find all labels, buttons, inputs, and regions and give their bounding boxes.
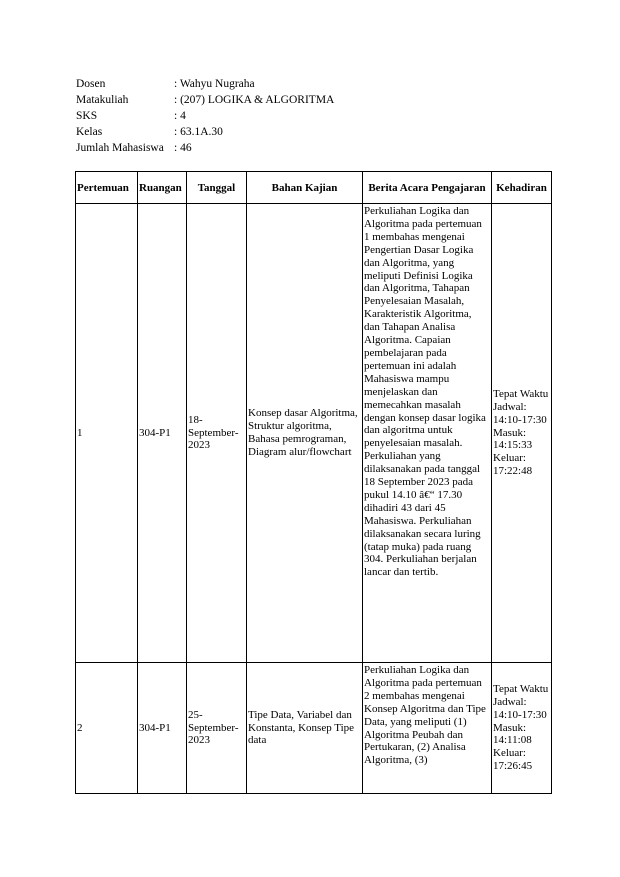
kelas-label: Kelas [76, 126, 103, 138]
col-header-kehadiran: Kehadiran [492, 172, 552, 204]
course-info [76, 76, 334, 156]
cell-pertemuan: 1 [76, 204, 138, 663]
sks-label: SKS [76, 110, 98, 122]
info-row-jumlah [76, 140, 334, 156]
sks-value: : 4 [174, 110, 186, 122]
info-row-kelas [76, 124, 334, 140]
table-header-row [76, 172, 552, 204]
info-row-dosen [76, 76, 334, 92]
cell-pertemuan: 2 [76, 663, 138, 794]
matakuliah-label: Matakuliah [76, 94, 129, 106]
jumlah-value: : 46 [174, 142, 192, 154]
col-header-pertemuan: Pertemuan [76, 172, 138, 204]
info-row-matakuliah [76, 92, 334, 108]
col-header-berita-acara: Berita Acara Pengajaran [363, 172, 492, 204]
cell-ruangan: 304-P1 [138, 204, 187, 663]
table-row [76, 663, 552, 794]
matakuliah-value: : (207) LOGIKA & ALGORITMA [174, 94, 335, 106]
cell-tanggal: 18-September-2023 [187, 204, 247, 663]
col-header-tanggal: Tanggal [187, 172, 247, 204]
jumlah-label: Jumlah Mahasiswa [76, 142, 164, 154]
berita-acara-text: Perkuliahan Logika dan Algoritma pada pertemuan 1 membahas mengenai Pengertian Dasar Logika dan Algoritma, yang meliputi Definisi Logika dan Algoritma, Tahapan Penyelesaian Masalah, Karakteristik Algoritma, dan Tahapan Analisa Algoritma. Capaian pembelajaran pada pertemuan ini adalah Mahasiswa mampu menjelaskan dan memecahkan masalah dengan konsep dasar logika dan algoritma untuk penyelesaian masalah. Perkuliahan yang dilaksanakan pada tanggal 18 September 2023 pada pukul 14.10 â€“ 17.30 dihadiri 43 dari 45 Mahasiswa. Perkuliahan dilaksanakan secara luring (tatap muka) pada ruang 304. Perkuliahan berjalan lancar dan tertib. [364, 205, 486, 579]
col-header-bahan-kajian: Bahan Kajian [247, 172, 363, 204]
cell-berita-acara [363, 204, 492, 663]
berita-acara-text: Perkuliahan Logika dan Algoritma pada pertemuan 2 membahas mengenai Konsep Algoritma dan Tipe Data, yang meliputi (1) Algoritma Peubah dan Pertukaran, (2) Analisa Algoritma, (3) [364, 664, 486, 767]
cell-kehadiran: Tepat Waktu Jadwal: 14:10-17:30 Masuk: 14:15:33 Keluar: 17:22:48 [492, 204, 552, 663]
cell-bahan-kajian: Tipe Data, Variabel dan Konstanta, Konsep Tipe data [247, 663, 363, 794]
cell-berita-acara [363, 663, 492, 794]
attendance-table [75, 171, 552, 794]
cell-tanggal: 25-September-2023 [187, 663, 247, 794]
kelas-value: : 63.1A.30 [174, 126, 223, 138]
cell-kehadiran: Tepat Waktu Jadwal: 14:10-17:30 Masuk: 14:11:08 Keluar: 17:26:45 [492, 663, 552, 794]
cell-ruangan: 304-P1 [138, 663, 187, 794]
cell-bahan-kajian: Konsep dasar Algoritma, Struktur algoritma, Bahasa pemrograman, Diagram alur/flowchart [247, 204, 363, 663]
dosen-value: : Wahyu Nugraha [174, 78, 255, 90]
info-row-sks [76, 108, 334, 124]
table-row [76, 204, 552, 663]
col-header-ruangan: Ruangan [138, 172, 187, 204]
dosen-label: Dosen [76, 78, 106, 90]
